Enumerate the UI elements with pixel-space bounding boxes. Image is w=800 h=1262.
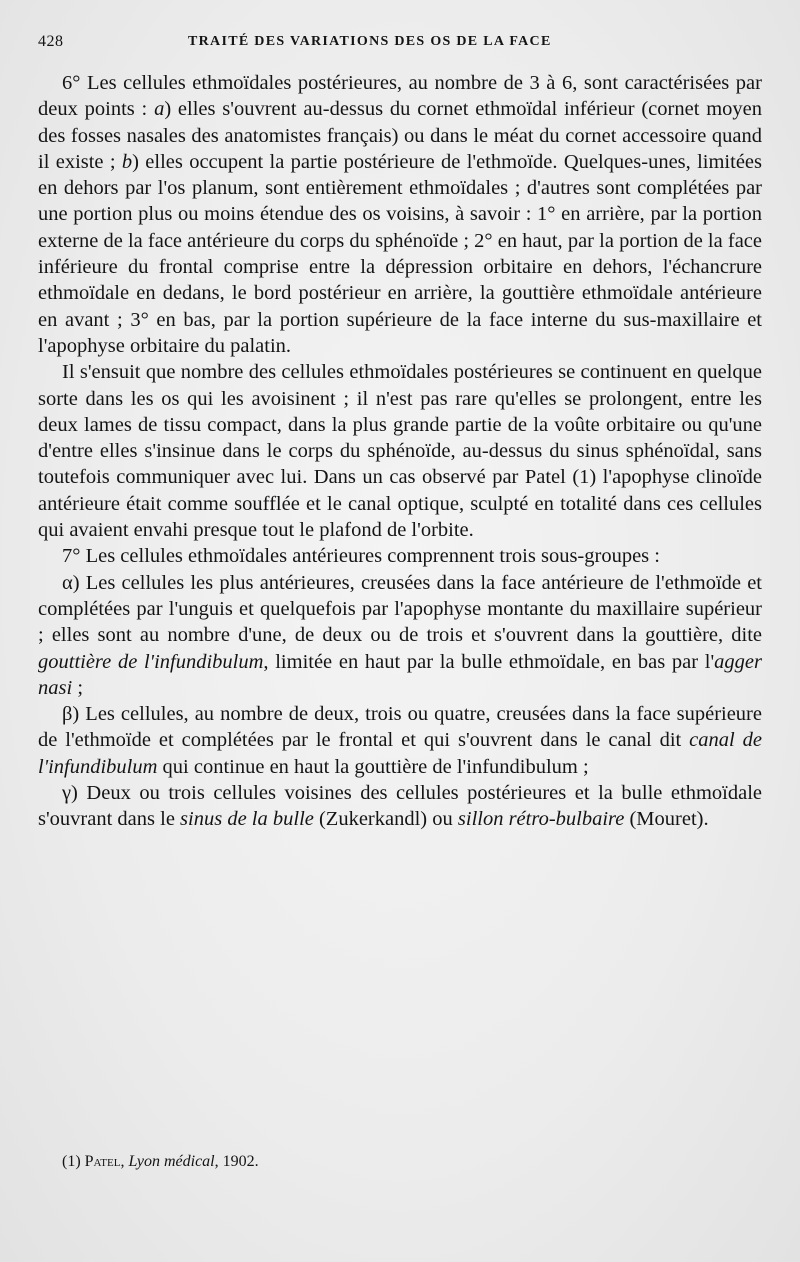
text-run: qui continue en haut la gouttière de l'infundibulum ; <box>157 755 589 778</box>
italic-term: canal de l'infundibulum <box>38 729 762 778</box>
paragraph-gamma <box>38 780 762 833</box>
text-run: 7° Les cellules ethmoïdales antérieures comprennent trois sous-groupes : <box>62 545 660 568</box>
italic-term: b <box>121 150 133 173</box>
footnote-author: Patel <box>84 1153 121 1170</box>
paragraph-alpha <box>38 570 762 701</box>
paragraph-anterior-cells <box>38 543 762 569</box>
italic-term: sinus de la bulle <box>180 808 314 831</box>
text-run: γ) Deux ou trois cellules voisines des cellules postérieures et la bulle ethmoïdale s'ouvrant dans le <box>38 782 762 831</box>
footnote-journal: Lyon médical <box>128 1153 215 1170</box>
running-title: TRAITÉ DES VARIATIONS DES OS DE LA FACE <box>188 34 552 49</box>
text-run: β) Les cellules, au nombre de deux, trois ou quatre, creusées dans la face supérieure de l'ethmoïde et complétées par le frontal et qui s'ouvrent dans le canal dit <box>38 703 762 752</box>
italic-term: gouttière de l'infundibulum <box>38 650 264 673</box>
text-run: (Zukerkandl) ou <box>313 808 458 831</box>
text-run: ) elles occupent la partie postérieure de l'ethmoïde. Quelques-unes, limitées en dehors par l'os planum, sont entièrement ethmoïdales ; d'autres sont complétées par une portion plus ou moins étendue des os voisins, à savoir : 1° en arrière, par la portion externe de la face antérieure du corps du sphénoïde ; 2° en haut, par la portion de la face inférieure du frontal comprise entre la dépression orbitaire en dehors, l'échancrure ethmoïdale en dedans, le bord postérieur en arrière, la gouttière ethmoïdale antérieure en avant ; 3° en bas, par la portion supérieure de la face interne du sus-maxillaire et l'apophyse orbitaire du palatin. <box>38 150 763 357</box>
page-number: 428 <box>38 33 64 50</box>
footnote <box>62 1153 259 1171</box>
italic-term: a <box>154 98 165 121</box>
text-run: (Mouret). <box>624 808 709 831</box>
text-run: Il s'ensuit que nombre des cellules ethmoïdales postérieures se continuent en quelque sorte dans les os qui les avoisinent ; il n'est pas rare qu'elles se prolongent, entre les deux lames de tissu compact, dans la plus grande partie de la voûte orbitaire ou qu'une d'entre elles s'insinue dans le corps du sphénoïde, au-dessus du sinus sphénoïdal, sans toutefois communiquer avec lui. Dans un cas observé par Patel (1) l'apophyse clinoïde antérieure était comme soufflée et le canal optique, sculpté en totalité dans ces cellules qui avaient envahi presque tout le plafond de l'orbite. <box>38 361 762 542</box>
text-run: 6° Les cellules ethmoïdales postérieures, au nombre de 3 à 6, sont caractérisées par deux points : <box>38 72 762 121</box>
text-run: , limitée en haut par la bulle ethmoïdale, en bas par l' <box>263 650 715 673</box>
paragraph-posterior-cells <box>38 70 762 359</box>
footnote-marker: (1) <box>62 1153 81 1170</box>
footnote-year: , 1902. <box>214 1153 259 1170</box>
text-run: α) Les cellules les plus antérieures, creusées dans la face antérieure de l'ethmoïde et complétées par l'unguis et quelquefois par l'apophyse montante du maxillaire supérieur ; elles sont au nombre d'une, de deux ou de trois et s'ouvrent dans la gouttière, dite <box>38 571 762 647</box>
italic-term: agger nasi <box>38 650 762 699</box>
text-run: ) elles s'ouvrent au-dessus du cornet ethmoïdal inférieur (cornet moyen des fosses nasales des anatomistes français) ou dans le méat du cornet accessoire quand il existe ; <box>38 98 762 173</box>
text-run: ; <box>72 676 84 699</box>
body-text <box>38 70 762 833</box>
italic-term: sillon rétro-bulbaire <box>457 808 625 831</box>
running-head <box>38 33 764 55</box>
paragraph-extension <box>38 359 762 543</box>
footnote-separator: , <box>120 1153 129 1170</box>
paragraph-beta <box>38 701 762 780</box>
